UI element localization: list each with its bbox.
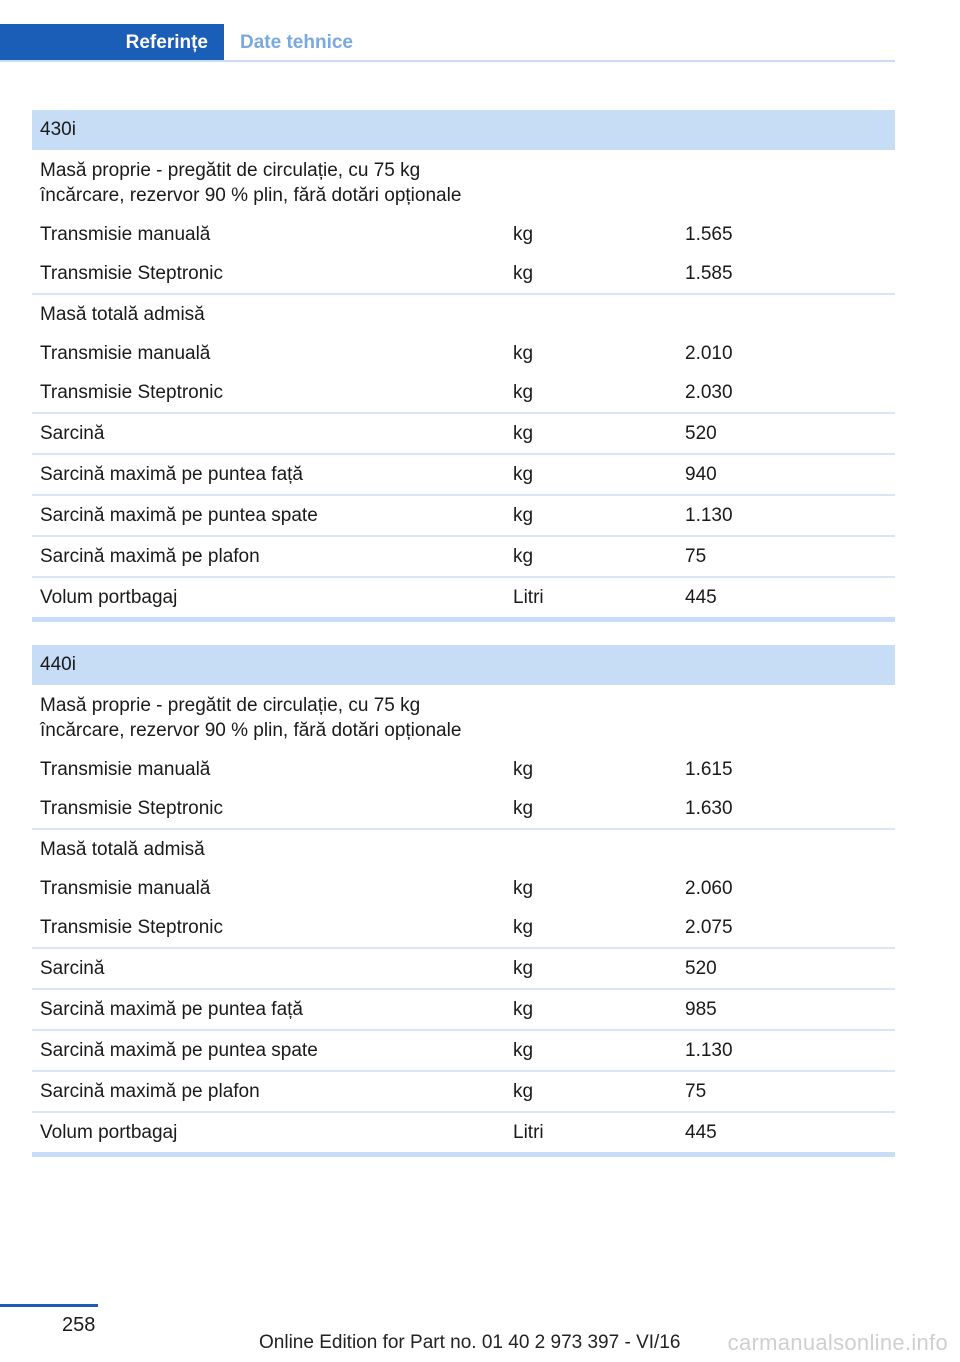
table-row — [32, 334, 895, 373]
row-value: 1.615 — [685, 759, 733, 780]
row-label: Masă totală admisă — [40, 304, 205, 325]
row-value: 2.075 — [685, 917, 733, 938]
table-row — [32, 830, 895, 869]
table-row — [32, 215, 895, 254]
row-label: Transmisie manuală — [40, 343, 211, 364]
row-unit: kg — [513, 958, 534, 979]
row-label: Sarcină maximă pe puntea spate — [40, 1040, 318, 1061]
row-unit: kg — [513, 999, 534, 1020]
row-unit: kg — [513, 505, 534, 526]
row-unit: kg — [513, 464, 534, 485]
row-label: Sarcină — [40, 423, 105, 444]
row-unit: Litri — [513, 1122, 544, 1143]
table-row — [32, 373, 895, 414]
footer-accent-line — [0, 1304, 98, 1307]
table-row — [32, 414, 895, 455]
page-number: 258 — [62, 1314, 96, 1336]
row-value: 1.630 — [685, 798, 733, 819]
row-value: 520 — [685, 423, 717, 444]
row-unit: kg — [513, 878, 534, 899]
table-row — [32, 1031, 895, 1072]
row-label: Sarcină maximă pe puntea față — [40, 999, 303, 1020]
row-label: Sarcină — [40, 958, 105, 979]
table-row — [32, 150, 895, 215]
row-unit: kg — [513, 1081, 534, 1102]
row-unit: kg — [513, 224, 534, 245]
table-row — [32, 578, 895, 622]
row-label: Transmisie Steptronic — [40, 798, 224, 819]
row-unit: kg — [513, 917, 534, 938]
watermark: carmanualsonline.info — [727, 1330, 948, 1355]
row-value: 1.565 — [685, 224, 733, 245]
row-label: Transmisie manuală — [40, 224, 211, 245]
row-label: Transmisie Steptronic — [40, 263, 224, 284]
table-row — [32, 750, 895, 789]
spec-table-440i — [32, 645, 895, 1157]
row-label: Sarcină maximă pe puntea față — [40, 464, 303, 485]
row-unit: kg — [513, 382, 534, 403]
table-row — [32, 908, 895, 949]
row-label: Masă proprie - pregătit de circulație, cu 75 kg încărcare, rezervor 90 % plin, fără dotări opționale — [40, 694, 462, 741]
table-row — [32, 295, 895, 334]
table-row — [32, 455, 895, 496]
row-value: 1.130 — [685, 505, 733, 526]
edition-text: Online Edition for Part no. 01 40 2 973 397 - VI/16 — [259, 1332, 681, 1353]
row-unit: kg — [513, 798, 534, 819]
row-value: 1.585 — [685, 263, 733, 284]
table-row — [32, 1072, 895, 1113]
row-label: Volum portbagaj — [40, 1122, 178, 1143]
spec-table-430i — [32, 110, 895, 622]
row-label: Masă proprie - pregătit de circulație, cu 75 kg încărcare, rezervor 90 % plin, fără dotări opționale — [40, 159, 462, 206]
row-label: Transmisie Steptronic — [40, 382, 224, 403]
row-label: Sarcină maximă pe puntea spate — [40, 505, 318, 526]
table-row — [32, 685, 895, 750]
table-row — [32, 869, 895, 908]
tab-date-tehnice[interactable]: Date tehnice — [240, 32, 353, 53]
row-unit: Litri — [513, 587, 544, 608]
row-label: Sarcină maximă pe plafon — [40, 546, 260, 567]
row-label: Transmisie Steptronic — [40, 917, 224, 938]
row-value: 2.010 — [685, 343, 733, 364]
table-row — [32, 537, 895, 578]
table-row — [32, 496, 895, 537]
table-row — [32, 990, 895, 1031]
table-header: 440i — [32, 645, 895, 685]
row-unit: kg — [513, 759, 534, 780]
row-label: Volum portbagaj — [40, 587, 178, 608]
row-value: 75 — [685, 1081, 707, 1102]
table-row — [32, 254, 895, 295]
table-row — [32, 789, 895, 830]
row-label: Masă totală admisă — [40, 839, 205, 860]
nav-underline — [0, 60, 895, 62]
row-label: Transmisie manuală — [40, 759, 211, 780]
row-unit: kg — [513, 1040, 534, 1061]
row-value: 2.030 — [685, 382, 733, 403]
table-row — [32, 949, 895, 990]
row-value: 520 — [685, 958, 717, 979]
row-label: Sarcină maximă pe plafon — [40, 1081, 260, 1102]
row-unit: kg — [513, 343, 534, 364]
table-header: 430i — [32, 110, 895, 150]
tab-referinte[interactable]: Referințe — [0, 24, 224, 62]
table-row — [32, 1113, 895, 1157]
row-label: Transmisie manuală — [40, 878, 211, 899]
row-value: 1.130 — [685, 1040, 733, 1061]
row-unit: kg — [513, 546, 534, 567]
chapter-nav — [0, 24, 895, 62]
row-value: 2.060 — [685, 878, 733, 899]
row-value: 985 — [685, 999, 717, 1020]
row-value: 445 — [685, 1122, 717, 1143]
row-unit: kg — [513, 423, 534, 444]
row-value: 75 — [685, 546, 707, 567]
row-value: 445 — [685, 587, 717, 608]
row-value: 940 — [685, 464, 717, 485]
row-unit: kg — [513, 263, 534, 284]
